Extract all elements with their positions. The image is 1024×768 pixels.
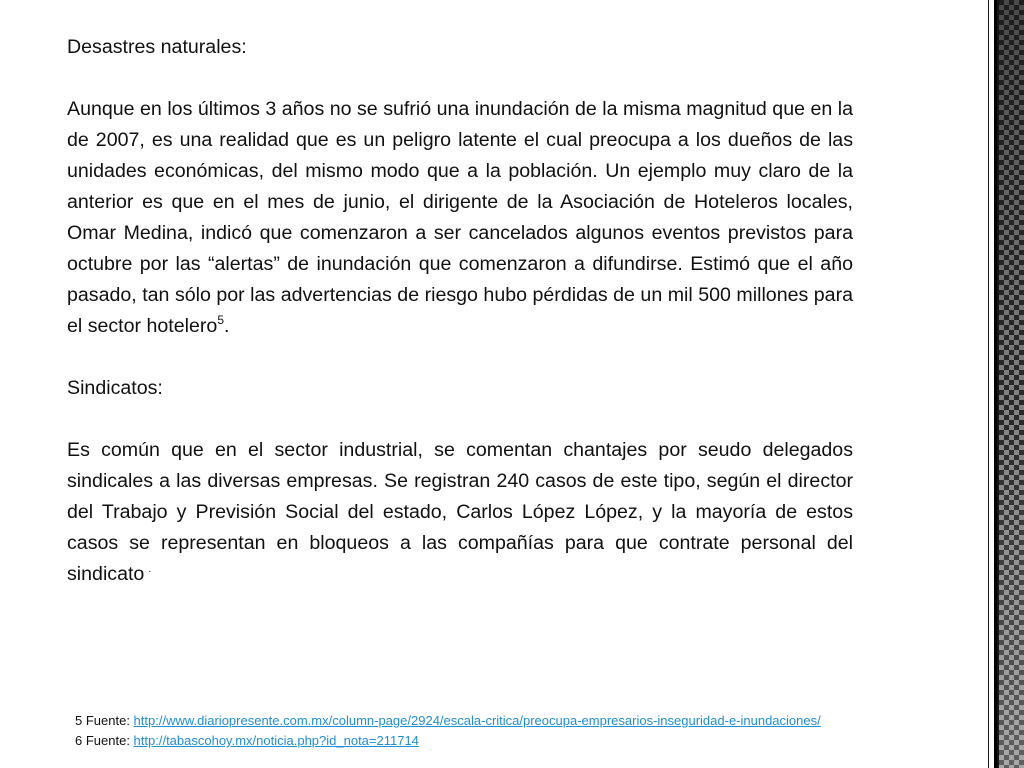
footnote-6-link[interactable]: http://tabascohoy.mx/noticia.php?id_nota=211714 xyxy=(133,733,419,748)
footnote-6 xyxy=(75,731,990,751)
frame-shade xyxy=(999,0,1024,768)
footnote-ref-5: 5 xyxy=(217,313,224,327)
footnotes xyxy=(75,711,990,751)
section-heading-desastres: Desastres naturales: xyxy=(67,36,247,58)
document-body xyxy=(67,32,853,590)
footnote-5 xyxy=(75,711,990,731)
section-heading-sindicatos: Sindicatos: xyxy=(67,377,163,399)
footnote-6-prefix: 6 Fuente: xyxy=(75,733,134,748)
paragraph-desastres xyxy=(67,94,853,342)
frame-border-line xyxy=(994,0,997,768)
paragraph-sindicatos xyxy=(67,435,853,590)
footnote-5-link[interactable]: http://www.diariopresente.com.mx/column-page/2924/escala-critica/preocupa-empresarios-inseguridad-e-inundaciones/ xyxy=(133,713,821,728)
footnote-ref-mark: . xyxy=(148,564,152,575)
footnote-5-prefix: 5 Fuente: xyxy=(75,713,134,728)
paragraph-end-punct: . xyxy=(224,315,230,337)
paragraph-sindicatos-text: Es común que en el sector industrial, se comentan chantajes por seudo delegados sindicales a las diversas empresas. Se registran 240 casos de este tipo, según el director del Trabajo y Previsión Social del estado, Carlos López López, y la mayoría de estos casos se representan en bloqueos a las compañías para que contrate personal del sindicato xyxy=(67,439,853,585)
paragraph-desastres-text: Aunque en los últimos 3 años no se sufrió una inundación de la misma magnitud que en la de 2007, es una realidad que es un peligro latente el cual preocupa a los dueños de las unidades económicas, del mismo modo que a la población. Un ejemplo muy claro de la anterior es que en el mes de junio, el dirigente de la Asociación de Hoteleros locales, Omar Medina, indicó que comenzaron a ser cancelados algunos eventos previstos para octubre por las “alertas” de inundación que comenzaron a difundirse. Estimó que el año pasado, tan sólo por las advertencias de riesgo hubo pérdidas de un mil 500 millones para el sector hotelero xyxy=(67,98,853,337)
